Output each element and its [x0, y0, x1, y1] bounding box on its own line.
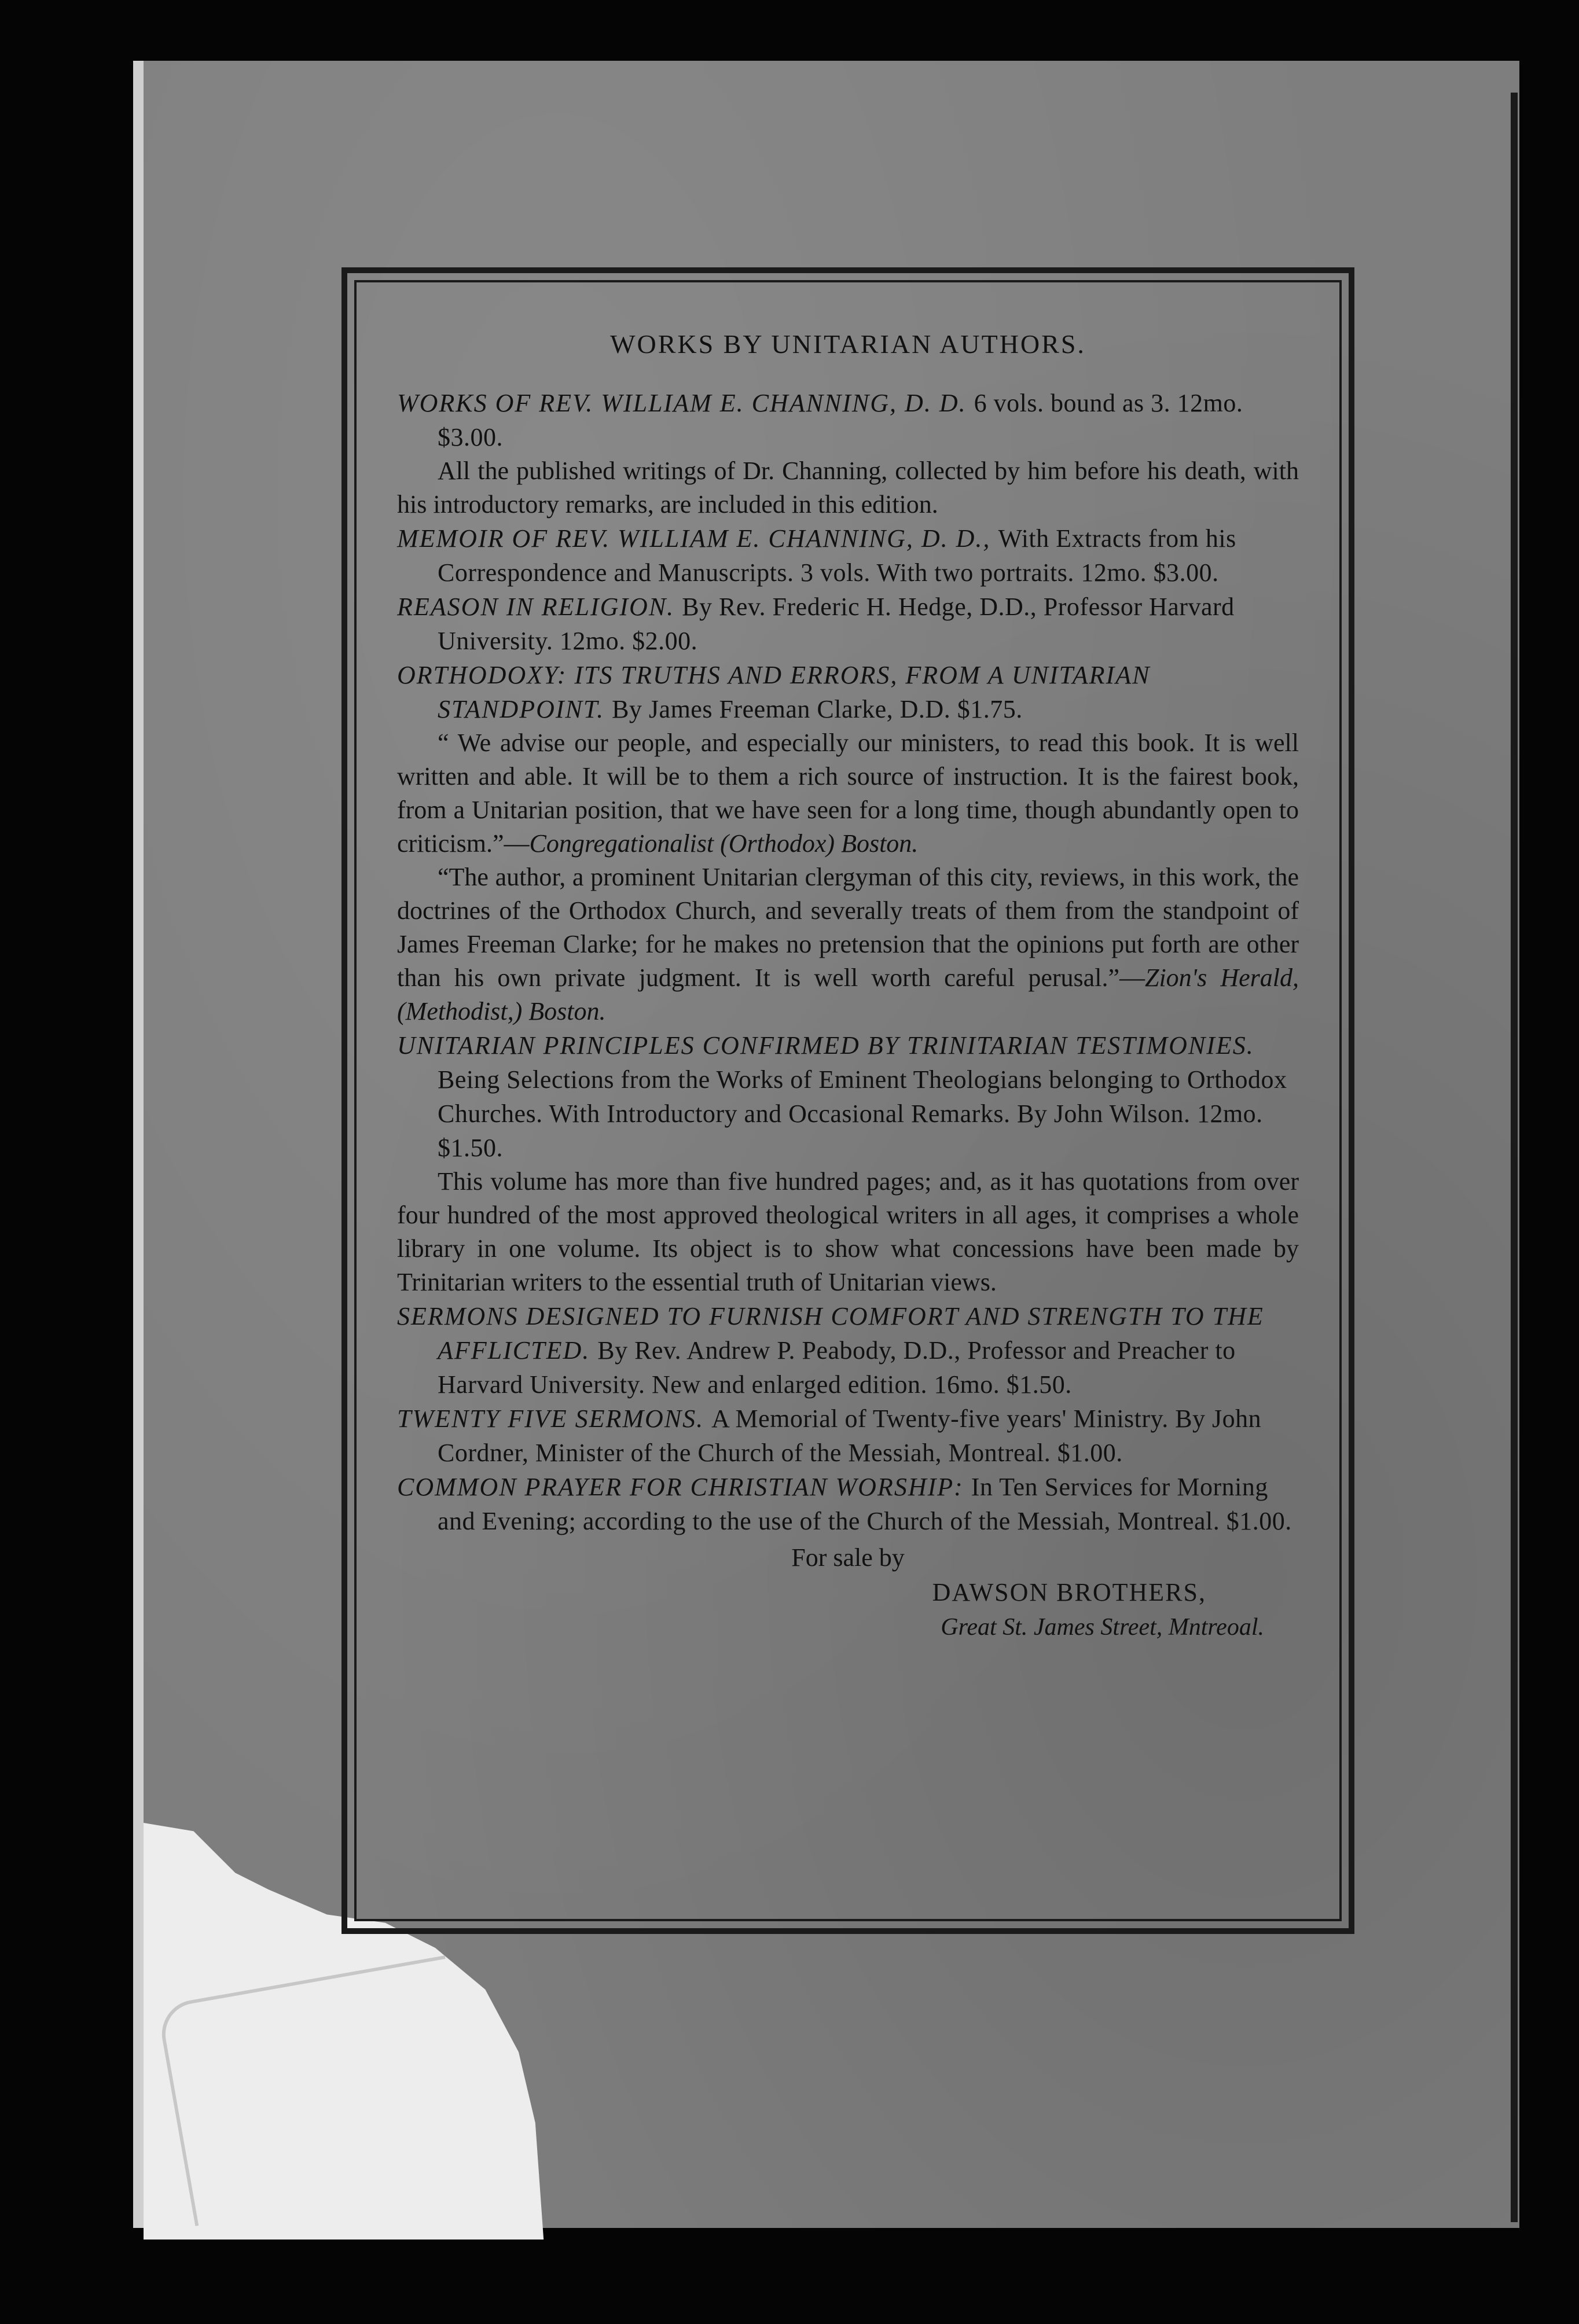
- book-title: SERMONS DESIGNED TO FURNISH COMFORT AND STRENGTH TO THE AFFLICTED.: [397, 1302, 1264, 1365]
- sale-label: For sale by: [791, 1543, 905, 1572]
- book-details: A Memorial of Twenty-five years' Ministry. By John Cordner, Minister of the Church of the Messiah, Montreal. $1.00.: [438, 1404, 1262, 1467]
- review-text: “ We advise our people, and especially our ministers, to read this book. It is well written and able. It will be to them a rich source of instruction. It is the fairest book, from a Unitarian position, that we have seen for a long time, though abundantly open to criticism.”—: [397, 729, 1299, 858]
- book-details: By James Freeman Clarke, D.D. $1.75.: [612, 695, 1023, 723]
- book-details: By Rev. Frederic H. Hedge, D.D., Professor Harvard University. 12mo. $2.00.: [438, 593, 1235, 655]
- book-details: Being Selections from the Works of Eminent Theologians belonging to Orthodox Churches. With Introductory and Occasional Remarks. By John Wilson. 12mo. $1.50.: [438, 1065, 1287, 1162]
- book-note: All the published writings of Dr. Channing, collected by him before his death, with his introductory remarks, are included in this edition.: [397, 457, 1299, 519]
- advertisement-frame: [341, 267, 1354, 1934]
- book-title: REASON IN RELIGION.: [397, 593, 675, 621]
- book-entry-header: [397, 1299, 1299, 1402]
- book-title: MEMOIR OF REV. WILLIAM E. CHANNING, D. D.,: [397, 524, 991, 553]
- review-quote: [397, 726, 1299, 861]
- book-entry-sermons-comfort: [397, 1299, 1299, 1402]
- book-title: TWENTY FIVE SERMONS.: [397, 1404, 704, 1433]
- book-title: ORTHODOXY: ITS TRUTHS AND ERRORS, FROM A UNITARIAN STANDPOINT.: [397, 661, 1151, 723]
- book-details: In Ten Services for Morning and Evening; according to the use of the Church of the Messiah, Montreal. $1.00.: [438, 1473, 1292, 1535]
- advertisement-heading: WORKS BY UNITARIAN AUTHORS.: [610, 329, 1086, 359]
- book-entry-header: [397, 1402, 1299, 1470]
- book-title: WORKS OF REV. WILLIAM E. CHANNING, D. D.: [397, 389, 967, 417]
- book-entry-header: [397, 1470, 1299, 1538]
- review-source: Congregationalist (Orthodox) Boston.: [529, 829, 919, 858]
- book-entry-header: [397, 658, 1299, 726]
- book-title: UNITARIAN PRINCIPLES CONFIRMED BY TRINITARIAN TESTIMONIES.: [397, 1031, 1254, 1060]
- book-title: COMMON PRAYER FOR CHRISTIAN WORSHIP:: [397, 1473, 964, 1501]
- book-details: 6 vols. bound as 3. 12mo. $3.00.: [438, 389, 1243, 451]
- book-entry-orthodoxy: [397, 658, 1299, 1028]
- book-entry-reason-in-religion: [397, 590, 1299, 658]
- book-entry-header: [397, 521, 1299, 590]
- book-entry-common-prayer: [397, 1470, 1299, 1538]
- review-text: “The author, a prominent Unitarian clergyman of this city, reviews, in this work, the doctrines of the Orthodox Church, and severally treats of them from the standpoint of James Freeman Clarke; for he makes no pretension that the opinions put forth are other than his own private judgment. It is well worth careful perusal.”—: [397, 863, 1299, 992]
- publisher-name: DAWSON BROTHERS,: [932, 1578, 1206, 1606]
- book-details: By Rev. Andrew P. Peabody, D.D., Professor and Preacher to Harvard University. New and enlarged edition. 16mo. $1.50.: [438, 1336, 1236, 1399]
- advertisement-content: [354, 280, 1342, 1921]
- book-details: With Extracts from his Correspondence and Manuscripts. 3 vols. With two portraits. 12mo. $3.00.: [438, 524, 1236, 587]
- book-entry-twenty-five-sermons: [397, 1402, 1299, 1470]
- book-entry-channing-memoir: [397, 521, 1299, 590]
- book-entry-unitarian-principles: [397, 1028, 1299, 1299]
- review-source: Zion's Herald, (Methodist,) Boston.: [397, 964, 1299, 1025]
- page-edge-shadow: [1511, 93, 1518, 2222]
- book-entry-header: [397, 386, 1299, 454]
- book-entry-header: [397, 590, 1299, 658]
- book-entry-channing-works: [397, 386, 1299, 521]
- publisher-address: Great St. James Street, Mntreoal.: [941, 1614, 1264, 1641]
- book-entry-header: [397, 1028, 1299, 1165]
- review-quote: [397, 861, 1299, 1028]
- book-note: This volume has more than five hundred pages; and, as it has quotations from over four hundred of the most approved theological writers in all ages, it comprises a whole library in one volume. Its object is to show what concessions have been made by Trinitarian writers to the essential truth of Unitarian views.: [397, 1167, 1299, 1296]
